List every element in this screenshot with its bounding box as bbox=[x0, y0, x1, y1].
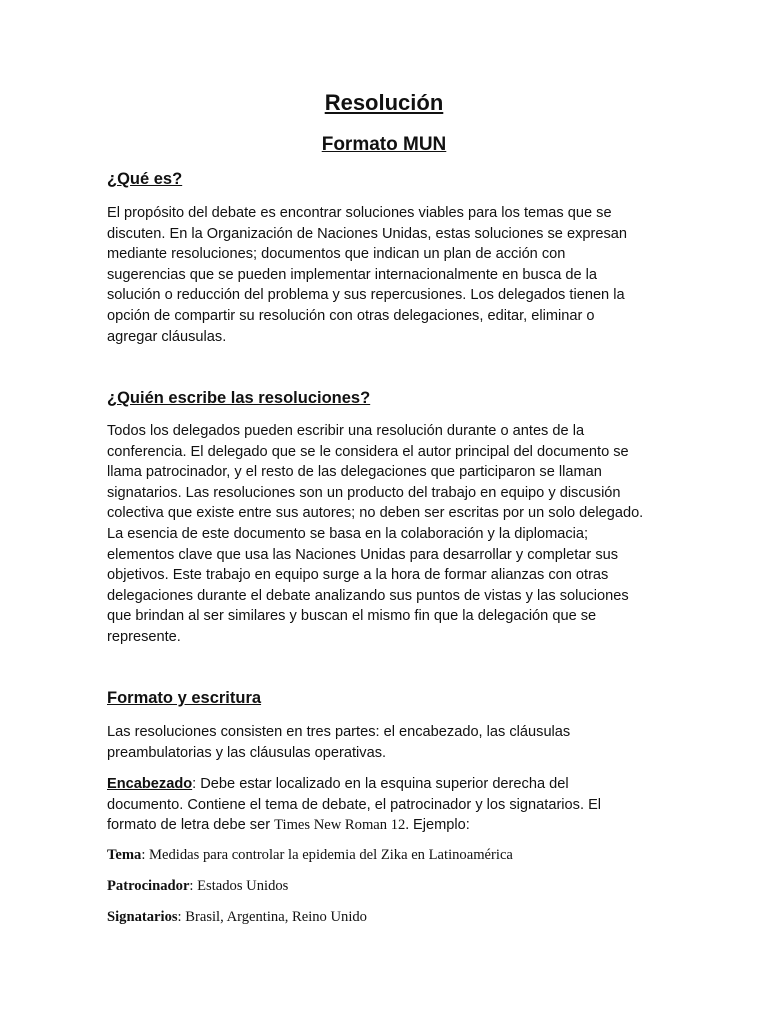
paragraph-line: elementos clave que usa las Naciones Unidas para desarrollar y completar sus bbox=[107, 546, 619, 563]
section-paragraph-que-es bbox=[107, 203, 667, 347]
section-paragraph-quien-escribe bbox=[107, 421, 667, 648]
paragraph-line: represente. bbox=[107, 628, 181, 645]
paragraph-line: solución o reducción del problema y sus repercusiones. Los delegados tienen la bbox=[107, 287, 625, 304]
paragraph-line: : Debe estar localizado en la esquina superior derecha del bbox=[192, 776, 569, 792]
section-paragraph-encabezado bbox=[107, 774, 667, 836]
paragraph-line: preambulatorias y las cláusulas operativas. bbox=[107, 744, 387, 761]
example-patrocinador bbox=[107, 878, 288, 895]
font-name-text: Times New Roman 12. bbox=[274, 817, 409, 834]
paragraph-line: Las resoluciones consisten en tres partes: el encabezado, las cláusulas bbox=[107, 724, 571, 740]
section-heading-que-es: ¿Qué es? bbox=[107, 170, 183, 188]
paragraph-line: Todos los delegados pueden escribir una resolución durante o antes de la bbox=[107, 423, 585, 439]
example-value: : Estados Unidos bbox=[189, 878, 289, 894]
page-subtitle: Formato MUN bbox=[321, 134, 447, 155]
paragraph-line: La esencia de este documento se basa en la colaboración y la diplomacia; bbox=[107, 525, 589, 542]
example-label: Signatarios bbox=[107, 909, 178, 925]
paragraph-line: sugerencias que se pueden implementar internacionalmente en busca de la bbox=[107, 266, 598, 283]
example-signatarios bbox=[107, 909, 367, 926]
paragraph-line: formato de letra debe ser bbox=[107, 817, 275, 834]
section-heading-formato: Formato y escritura bbox=[107, 689, 262, 707]
example-label: Tema bbox=[107, 847, 142, 863]
example-tema bbox=[107, 847, 513, 864]
paragraph-line: conferencia. El delegado que se le considera el autor principal del documento se bbox=[107, 443, 629, 460]
paragraph-line: Ejemplo: bbox=[408, 817, 470, 834]
paragraph-line: que brindan al ser similares y buscan el mismo fin que la delegación que se bbox=[107, 608, 597, 625]
example-value: : Brasil, Argentina, Reino Unido bbox=[177, 909, 367, 925]
example-value: : Medidas para controlar la epidemia del Zika en Latinoamérica bbox=[141, 847, 513, 863]
page-title: Resolución bbox=[324, 90, 444, 115]
encabezado-label: Encabezado bbox=[107, 776, 193, 792]
paragraph-line: agregar cláusulas. bbox=[107, 328, 227, 345]
paragraph-line: llama patrocinador, y el resto de las delegaciones que participaron se llaman bbox=[107, 464, 602, 481]
paragraph-line: mediante resoluciones; documentos que indican un plan de acción con bbox=[107, 246, 566, 263]
paragraph-line: discuten. En la Organización de Naciones Unidas, estas soluciones se expresan bbox=[107, 225, 627, 242]
section-paragraph-formato-intro bbox=[107, 722, 667, 763]
example-label: Patrocinador bbox=[107, 878, 190, 894]
paragraph-line: documento. Contiene el tema de debate, el patrocinador y los signatarios. El bbox=[107, 796, 602, 813]
paragraph-line: colectiva que existe entre sus autores; no deben ser escritas por un solo delegado. bbox=[107, 505, 644, 522]
paragraph-line: El propósito del debate es encontrar soluciones viables para los temas que se bbox=[107, 205, 612, 221]
paragraph-line: signatarios. Las resoluciones son un producto del trabajo en equipo y discusión bbox=[107, 484, 621, 501]
paragraph-line: opción de compartir su resolución con otras delegaciones, editar, eliminar o bbox=[107, 307, 595, 324]
section-heading-quien-escribe: ¿Quién escribe las resoluciones? bbox=[107, 389, 371, 407]
paragraph-line: delegaciones durante el debate analizando sus puntos de vistas y las soluciones bbox=[107, 587, 629, 604]
paragraph-line: objetivos. Este trabajo en equipo surge a la hora de formar alianzas con otras bbox=[107, 567, 609, 584]
